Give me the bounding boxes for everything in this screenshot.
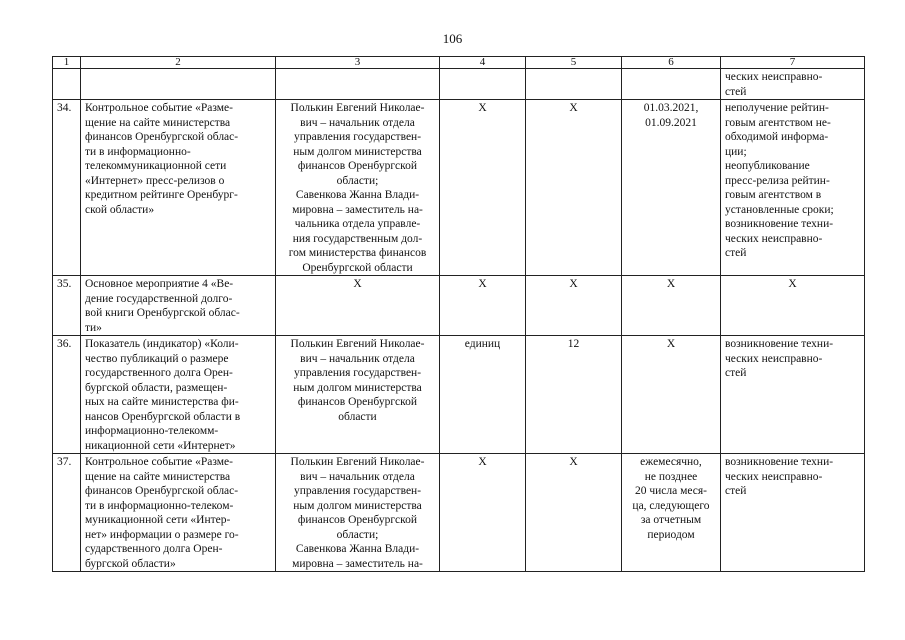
column-number-2: 2 <box>81 57 276 69</box>
row-deadline: ежемесячно, не позднее 20 числа меся- ца, следующего за отчетным периодом <box>622 454 721 572</box>
row-risks: неполучение рейтин- говым агентством не- обходимой информа- ции; неопубликование пресс-релиза рейтин- говым агентством в установленные сроки; возникновение техни- ческих неисправно- стей <box>721 100 865 276</box>
row-name: Контрольное событие «Разме- щение на сайте министерства финансов Оренбургской облас- ти в информационно- телекоммуникационной сети «Интернет» пресс-релизов о кредитном рейтинге Оренбург- ской области» <box>81 100 276 276</box>
continuation-cell-3 <box>276 69 440 100</box>
row-number: 34. <box>53 100 81 276</box>
column-number-6: 6 <box>622 57 721 69</box>
row-number: 35. <box>53 276 81 336</box>
column-number-3: 3 <box>276 57 440 69</box>
continuation-cell-1 <box>53 69 81 100</box>
table-row-36 <box>53 336 865 454</box>
continuation-cell-4 <box>440 69 526 100</box>
row-number: 37. <box>53 454 81 572</box>
row-risks: возникновение техни- ческих неисправно- стей <box>721 454 865 572</box>
row-risks: X <box>721 276 865 336</box>
row-col5: 12 <box>526 336 622 454</box>
continuation-risks-text: ческих неисправно- стей <box>721 69 865 100</box>
column-number-4: 4 <box>440 57 526 69</box>
row-responsible: Полькин Евгений Николае- вич – начальник отдела управления государствен- ным долгом министерства финансов Оренбургской области; Савенкова Жанна Влади- мировна – заместитель на- чальника отдела управле- ния государственным дол- гом министерства финансов Оренбургской области <box>276 100 440 276</box>
row-risks: возникновение техни- ческих неисправно- стей <box>721 336 865 454</box>
column-number-5: 5 <box>526 57 622 69</box>
continuation-cell-2 <box>81 69 276 100</box>
row-number: 36. <box>53 336 81 454</box>
continuation-cell-5 <box>526 69 622 100</box>
column-number-header-row <box>53 57 865 69</box>
row-responsible: Полькин Евгений Николае- вич – начальник отдела управления государствен- ным долгом министерства финансов Оренбургской области; Савенкова Жанна Влади- мировна – заместитель на- <box>276 454 440 572</box>
row-deadline: 01.03.2021, 01.09.2021 <box>622 100 721 276</box>
row-deadline: X <box>622 276 721 336</box>
row-col4: X <box>440 276 526 336</box>
plan-table <box>52 56 865 572</box>
row-col4: X <box>440 100 526 276</box>
row-deadline: X <box>622 336 721 454</box>
row-name: Контрольное событие «Разме- щение на сайте министерства финансов Оренбургской облас- ти в информационно-телеком- муникационной сети «Интер- нет» информации о размере го- сударственного долга Орен- бургской области» <box>81 454 276 572</box>
row-col4: единиц <box>440 336 526 454</box>
continuation-cell-6 <box>622 69 721 100</box>
page-number: 106 <box>442 31 463 46</box>
row-col4: X <box>440 454 526 572</box>
table-row-35 <box>53 276 865 336</box>
continuation-row <box>53 69 865 100</box>
table-row-37 <box>53 454 865 572</box>
column-number-7: 7 <box>721 57 865 69</box>
row-col5: X <box>526 454 622 572</box>
column-number-1: 1 <box>53 57 81 69</box>
row-name: Основное мероприятие 4 «Ве- дение государственной долго- вой книги Оренбургской облас- ти» <box>81 276 276 336</box>
row-col5: X <box>526 100 622 276</box>
row-col5: X <box>526 276 622 336</box>
table-row-34 <box>53 100 865 276</box>
row-responsible: Полькин Евгений Николае- вич – начальник отдела управления государствен- ным долгом министерства финансов Оренбургской области <box>276 336 440 454</box>
row-name: Показатель (индикатор) «Коли- чество публикаций о размере государственного долга Орен- бургской области, размещен- ных на сайте министерства фи- нансов Оренбургской области в информационно-телекомм- никационной сети «Интернет» <box>81 336 276 454</box>
row-responsible: X <box>276 276 440 336</box>
